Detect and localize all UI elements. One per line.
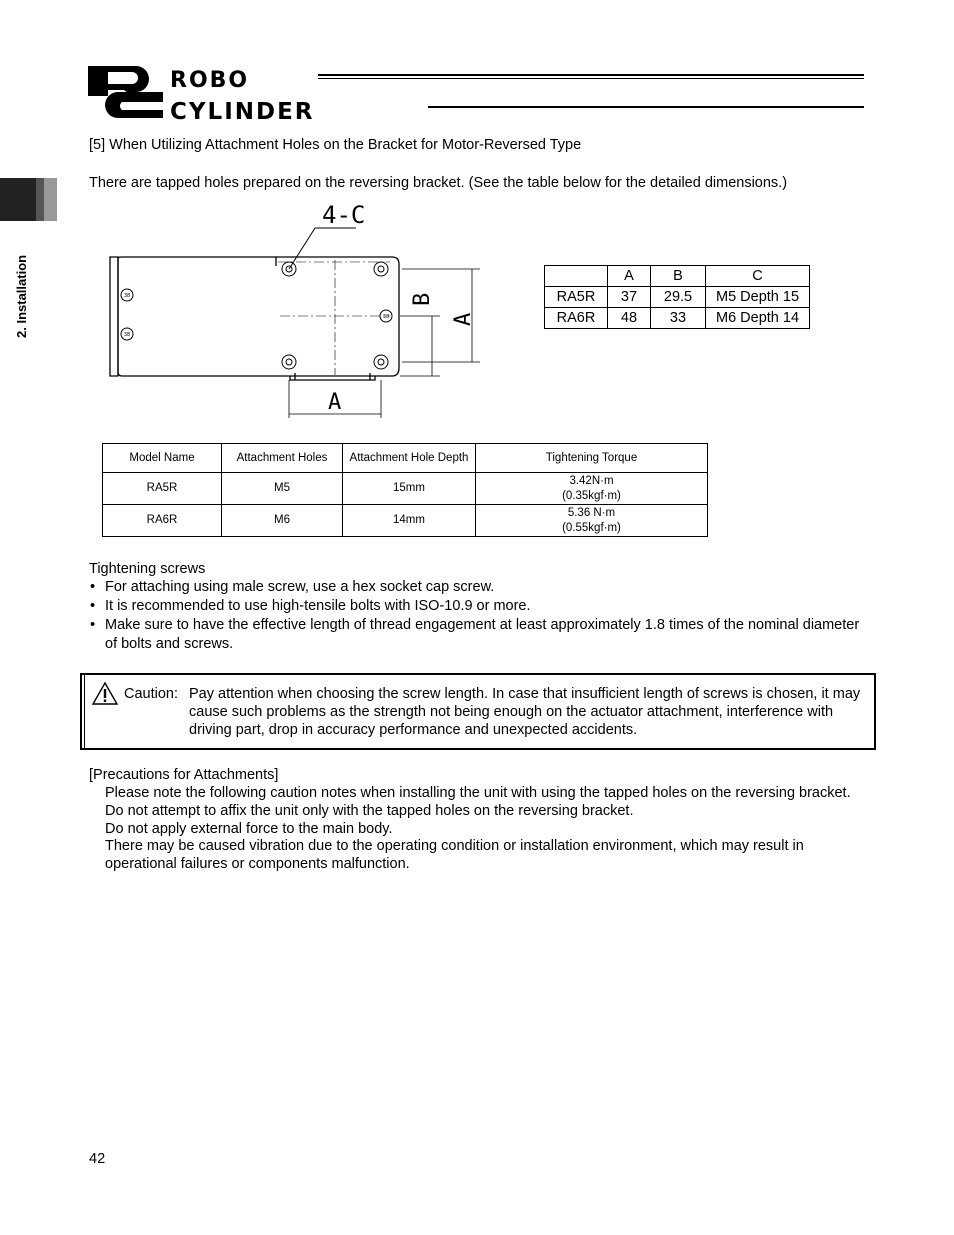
table-header-row — [545, 266, 810, 287]
logo-text-robo: ROBO — [170, 68, 250, 93]
table-cell: RA6R — [103, 505, 222, 537]
precaution-line: Please note the following caution notes when installing the unit with using the tapped holes on the reversing bracket. — [105, 785, 851, 801]
caution-box — [80, 673, 876, 750]
tightening-list — [88, 578, 868, 654]
table-cell: 37 — [608, 287, 651, 308]
table-row — [103, 473, 708, 505]
list-item: • For attaching using male screw, use a hex socket cap screw. — [88, 578, 868, 597]
label-dimension-b: B — [410, 292, 435, 306]
chapter-tab-marker — [0, 178, 57, 221]
table-cell: A — [608, 266, 651, 287]
precaution-line: There may be caused vibration due to the operating condition or installation environment, which may result in operational failures or components malfunction. — [105, 838, 804, 873]
torque-value: 3.42N·m — [569, 474, 614, 487]
table-row — [545, 287, 810, 308]
table-cell: Tightening Torque — [476, 444, 708, 473]
robo-cylinder-logo-mark — [88, 66, 163, 118]
table-cell: RA5R — [545, 287, 608, 308]
logo-text-cylinder: CYLINDER — [170, 99, 315, 125]
page-number: 42 — [89, 1151, 106, 1167]
label-4c: 4-C — [322, 201, 366, 229]
table-cell: 14mm — [343, 505, 476, 537]
caution-text: Pay attention when choosing the screw length. In case that insufficient length of screws is chosen, it may cause such problems as the strength not being enough on the actuator attachment, interference with driving part, drop in accuracy performance and unexpected accidents. — [189, 686, 861, 738]
caution-label: Caution: — [124, 686, 179, 702]
torque-value-kgf: (0.55kgf·m) — [562, 521, 621, 534]
header-rule-top-2 — [318, 78, 864, 79]
precautions-title: [Precautions for Attachments] — [89, 767, 279, 783]
table-cell: Model Name — [103, 444, 222, 473]
table-cell: RA5R — [103, 473, 222, 505]
chapter-label: 2. Installation — [14, 254, 29, 338]
section-intro: There are tapped holes prepared on the reversing bracket. (See the table below for the detailed dimensions.) — [89, 175, 788, 191]
precaution-line: Do not attempt to affix the unit only with the tapped holes on the reversing bracket. — [105, 802, 634, 819]
torque-value-kgf: (0.35kgf·m) — [562, 489, 621, 502]
table-cell: Attachment Holes — [222, 444, 343, 473]
header-rule-top — [318, 74, 864, 76]
label-dimension-a-horizontal: A — [328, 390, 342, 415]
table-cell: M5 — [222, 473, 343, 505]
table-cell: 33 — [651, 308, 706, 329]
svg-text:38: 38 — [382, 314, 390, 320]
attachment-spec-table — [102, 443, 708, 537]
logo-wordmark — [170, 70, 315, 123]
table-cell: 15mm — [343, 473, 476, 505]
table-cell — [476, 505, 708, 537]
bracket-drawing — [100, 200, 500, 425]
list-item: • Make sure to have the effective length of thread engagement at least approximately 1.8 times of the nominal diameter of bolts and screws. — [88, 616, 868, 654]
table-cell: RA6R — [545, 308, 608, 329]
svg-text:38: 38 — [123, 293, 131, 299]
table-cell: M6 — [222, 505, 343, 537]
table-header-row — [103, 444, 708, 473]
precaution-line: Do not apply external force to the main body. — [105, 820, 393, 837]
svg-text:38: 38 — [123, 332, 131, 338]
table-cell: M6 Depth 14 — [706, 308, 810, 329]
table-cell — [545, 266, 608, 287]
table-cell: C — [706, 266, 810, 287]
warning-icon — [92, 682, 118, 705]
table-row — [545, 308, 810, 329]
section-heading: [5] When Utilizing Attachment Holes on the Bracket for Motor-Reversed Type — [89, 137, 582, 153]
label-dimension-a-vertical: A — [451, 312, 476, 326]
table-cell: M5 Depth 15 — [706, 287, 810, 308]
table-cell: 48 — [608, 308, 651, 329]
table-cell — [476, 473, 708, 505]
dimension-table — [544, 265, 810, 329]
tightening-title: Tightening screws — [89, 561, 206, 577]
precautions-body — [105, 785, 865, 874]
list-item: • It is recommended to use high-tensile bolts with ISO-10.9 or more. — [88, 597, 868, 616]
table-cell: 29.5 — [651, 287, 706, 308]
table-cell: B — [651, 266, 706, 287]
header-rule-bottom — [428, 106, 864, 108]
torque-value: 5.36 N·m — [567, 506, 616, 519]
table-row — [103, 505, 708, 537]
table-cell: Attachment Hole Depth — [343, 444, 476, 473]
